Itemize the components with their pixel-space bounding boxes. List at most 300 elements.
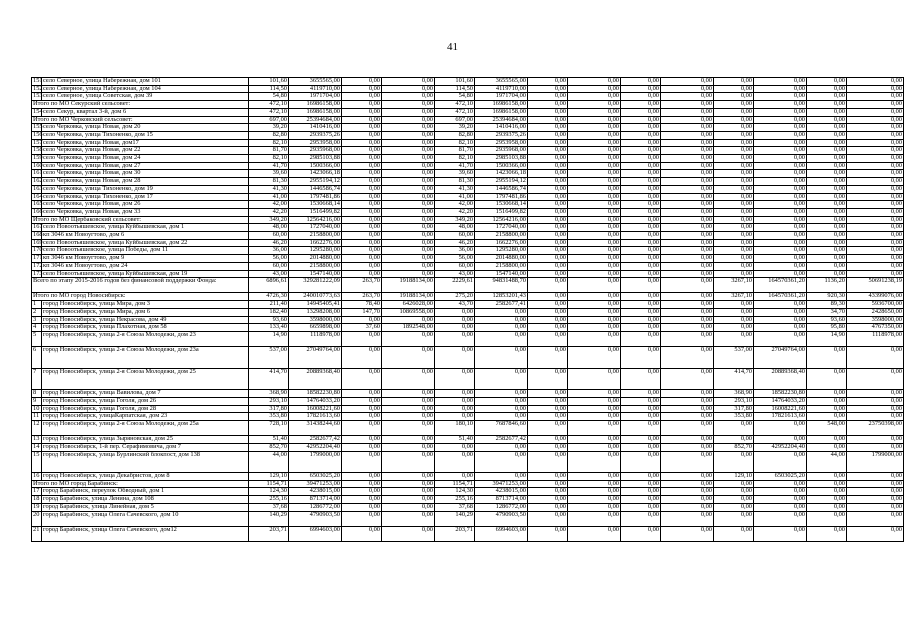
value-cell: 0,00 — [754, 185, 807, 193]
value-cell: 472,10 — [249, 108, 289, 116]
address-cell: село Новоотьяшевское, улица Победы, дом 11 — [42, 247, 249, 255]
value-cell: 0,00 — [754, 147, 807, 155]
value-cell: 8713714,00 — [475, 496, 528, 504]
row-number: 170 — [33, 246, 43, 254]
value-cell: 0,00 — [621, 185, 661, 193]
value-cell: 46,20 — [249, 239, 289, 247]
value-cell: 17821613,60 — [754, 413, 807, 421]
value-cell: 0,00 — [847, 224, 904, 232]
value-cell: 263,70 — [342, 293, 382, 301]
value-cell: 82,10 — [435, 155, 475, 163]
value-cell: 0,00 — [621, 443, 661, 451]
value-cell: 31438244,60 — [289, 420, 342, 435]
value-cell: 0,00 — [847, 201, 904, 209]
row-number: 17 — [32, 488, 42, 496]
row-number: 1 — [32, 301, 42, 309]
row-number: 16 — [32, 473, 42, 481]
value-cell: 0,00 — [475, 308, 528, 316]
value-cell: 25394684,00 — [289, 116, 342, 124]
value-cell: 0,00 — [661, 293, 714, 301]
value-cell: 1799000,00 — [847, 451, 904, 473]
value-cell: 0,00 — [754, 201, 807, 209]
value-cell: 0,00 — [807, 93, 847, 101]
value-cell: 0,00 — [342, 496, 382, 504]
value-cell: 0,00 — [754, 496, 807, 504]
row-number: 152 — [33, 84, 43, 92]
value-cell: 0,00 — [754, 85, 807, 93]
value-cell: 0,00 — [847, 78, 904, 86]
value-cell: 0,00 — [714, 324, 754, 332]
value-cell: 0,00 — [807, 131, 847, 139]
value-cell: 1530668,14 — [289, 201, 342, 209]
value-cell: 0,00 — [475, 390, 528, 398]
value-cell: 0,00 — [847, 93, 904, 101]
value-cell: 0,00 — [847, 108, 904, 116]
address-cell: город Барабинск, переулок Обводный, дом 1 — [42, 488, 249, 496]
value-cell: 0,00 — [342, 131, 382, 139]
value-cell: 0,00 — [528, 170, 568, 178]
row-number: 162 — [33, 177, 43, 185]
value-cell: 43399076,00 — [847, 293, 904, 301]
value-cell: 124,30 — [435, 488, 475, 496]
value-cell: 0,00 — [661, 224, 714, 232]
value-cell: 472,10 — [435, 101, 475, 109]
value-cell: 0,00 — [435, 308, 475, 316]
value-cell: 1530668,14 — [475, 201, 528, 209]
value-cell: 0,00 — [661, 116, 714, 124]
value-cell: 1286772,00 — [289, 503, 342, 511]
value-cell: 0,00 — [621, 420, 661, 435]
value-cell: 14764033,20 — [754, 397, 807, 405]
value-cell: 0,00 — [714, 155, 754, 163]
value-cell: 0,00 — [382, 216, 435, 224]
value-cell: 0,00 — [342, 270, 382, 278]
value-cell: 0,00 — [528, 308, 568, 316]
value-cell: 147,70 — [342, 308, 382, 316]
value-cell: 0,00 — [435, 397, 475, 405]
value-cell: 0,00 — [342, 316, 382, 324]
value-cell: 0,00 — [661, 308, 714, 316]
value-cell: 0,00 — [568, 368, 621, 390]
value-cell: 0,00 — [342, 185, 382, 193]
value-cell: 1662276,00 — [289, 239, 342, 247]
value-cell: 0,00 — [342, 503, 382, 511]
value-cell: 0,00 — [661, 216, 714, 224]
value-cell: 0,00 — [342, 208, 382, 216]
value-cell: 0,00 — [847, 262, 904, 270]
value-cell: 4238015,00 — [475, 488, 528, 496]
value-cell: 0,00 — [847, 397, 904, 405]
value-cell: 0,00 — [661, 178, 714, 186]
value-cell: 0,00 — [528, 216, 568, 224]
value-cell: 349,20 — [249, 216, 289, 224]
value-cell: 0,00 — [528, 331, 568, 346]
value-cell: 0,00 — [661, 247, 714, 255]
row-number: 8 — [32, 390, 42, 398]
value-cell: 0,00 — [568, 413, 621, 421]
value-cell: 293,10 — [249, 397, 289, 405]
value-cell: 0,00 — [807, 413, 847, 421]
value-cell: 0,00 — [661, 131, 714, 139]
table-row — [32, 443, 904, 451]
table-row — [32, 511, 904, 526]
subtotal-row — [32, 278, 904, 293]
table-row — [32, 397, 904, 405]
value-cell: 1797481,86 — [475, 193, 528, 201]
value-cell: 0,00 — [621, 436, 661, 444]
value-cell: 0,00 — [342, 397, 382, 405]
value-cell: 0,00 — [568, 301, 621, 309]
value-cell: 39,60 — [435, 170, 475, 178]
address-cell: город Новосибирск, улица Зыряновская, дом 25 — [42, 436, 249, 444]
value-cell: 0,00 — [435, 390, 475, 398]
row-number: 14 — [32, 443, 42, 451]
value-cell: 0,00 — [807, 405, 847, 413]
value-cell: 140,29 — [249, 511, 289, 526]
row-number: 2 — [32, 308, 42, 316]
row-number: 21 — [32, 526, 42, 541]
value-cell: 0,00 — [661, 108, 714, 116]
value-cell: 0,00 — [661, 368, 714, 390]
value-cell: 0,00 — [568, 293, 621, 301]
value-cell: 2428650,00 — [847, 308, 904, 316]
value-cell: 0,00 — [807, 390, 847, 398]
value-cell: 697,00 — [435, 116, 475, 124]
row-number: 10 — [32, 405, 42, 413]
housing-register-table — [31, 77, 904, 542]
value-cell: 3655565,00 — [475, 78, 528, 86]
value-cell: 0,00 — [342, 511, 382, 526]
value-cell: 1971704,00 — [289, 93, 342, 101]
value-cell: 0,00 — [621, 405, 661, 413]
row-number: 6 — [32, 347, 42, 369]
row-number: 4 — [32, 324, 42, 332]
value-cell: 0,00 — [754, 124, 807, 132]
value-cell: 46,20 — [435, 239, 475, 247]
value-cell: 81,70 — [249, 147, 289, 155]
value-cell: 42952204,40 — [754, 443, 807, 451]
value-cell: 0,00 — [754, 139, 807, 147]
value-cell: 0,00 — [528, 436, 568, 444]
value-cell: 0,00 — [528, 270, 568, 278]
address-cell: город Новосибирск, улица Вавилова, дом 7 — [42, 390, 249, 398]
value-cell: 0,00 — [342, 108, 382, 116]
value-cell: 0,00 — [382, 451, 435, 473]
value-cell: 0,00 — [621, 390, 661, 398]
value-cell: 0,00 — [621, 511, 661, 526]
value-cell: 0,00 — [847, 131, 904, 139]
value-cell: 0,00 — [568, 155, 621, 163]
value-cell: 0,00 — [621, 93, 661, 101]
value-cell: 0,00 — [661, 324, 714, 332]
value-cell: 0,00 — [568, 473, 621, 481]
row-number: 154 — [33, 107, 43, 115]
value-cell: 0,00 — [528, 480, 568, 488]
address-cell: село Черковка, улица Новая, дом 24 — [42, 155, 249, 163]
address-cell: город Новосибирск, улица Гоголя, дом 28 — [42, 405, 249, 413]
row-number: 168 — [33, 231, 43, 239]
value-cell: 1286772,00 — [475, 503, 528, 511]
value-cell: 78,40 — [342, 301, 382, 309]
value-cell: 0,00 — [342, 405, 382, 413]
subtotal-label: Всего по этапу 2015-2016 годов без финансовой поддержки Фонда: — [32, 278, 249, 293]
value-cell: 329281222,09 — [289, 278, 342, 293]
value-cell: 0,00 — [847, 139, 904, 147]
value-cell: 0,00 — [847, 147, 904, 155]
value-cell: 0,00 — [847, 503, 904, 511]
value-cell: 0,00 — [382, 488, 435, 496]
value-cell: 0,00 — [714, 193, 754, 201]
value-cell: 0,00 — [621, 108, 661, 116]
value-cell: 0,00 — [807, 155, 847, 163]
value-cell: 203,71 — [249, 526, 289, 541]
value-cell: 0,00 — [847, 255, 904, 263]
value-cell: 0,00 — [661, 503, 714, 511]
value-cell: 0,00 — [714, 308, 754, 316]
value-cell: 0,00 — [714, 488, 754, 496]
value-cell: 14,90 — [807, 331, 847, 346]
row-number: 158 — [33, 146, 43, 154]
value-cell: 2582677,41 — [475, 301, 528, 309]
value-cell: 0,00 — [528, 397, 568, 405]
value-cell: 0,00 — [661, 232, 714, 240]
value-cell: 2939375,26 — [475, 131, 528, 139]
value-cell: 414,70 — [249, 368, 289, 390]
table-row — [32, 208, 904, 216]
value-cell: 0,00 — [714, 232, 754, 240]
value-cell: 0,00 — [621, 232, 661, 240]
row-number: 153 — [33, 92, 43, 100]
value-cell: 5936700,00 — [847, 301, 904, 309]
value-cell: 114,50 — [435, 85, 475, 93]
value-cell: 2014880,00 — [475, 255, 528, 263]
value-cell: 0,00 — [382, 78, 435, 86]
value-cell: 0,00 — [568, 443, 621, 451]
value-cell: 0,00 — [807, 270, 847, 278]
value-cell: 0,00 — [382, 224, 435, 232]
value-cell: 0,00 — [568, 93, 621, 101]
value-cell: 317,80 — [249, 405, 289, 413]
value-cell: 12564216,00 — [475, 216, 528, 224]
value-cell: 0,00 — [847, 368, 904, 390]
value-cell: 82,10 — [249, 139, 289, 147]
address-cell: село Черковка, улица Тихоненко, дом 17 — [42, 193, 249, 201]
value-cell: 0,00 — [435, 405, 475, 413]
value-cell: 0,00 — [621, 139, 661, 147]
value-cell: 0,00 — [661, 390, 714, 398]
value-cell: 0,00 — [807, 208, 847, 216]
value-cell: 0,00 — [847, 239, 904, 247]
value-cell: 0,00 — [568, 526, 621, 541]
value-cell: 0,00 — [714, 526, 754, 541]
value-cell: 0,00 — [754, 93, 807, 101]
value-cell: 0,00 — [847, 216, 904, 224]
table-row — [32, 368, 904, 390]
value-cell: 0,00 — [382, 162, 435, 170]
value-cell: 20889368,40 — [289, 368, 342, 390]
value-cell: 0,00 — [847, 162, 904, 170]
address-cell: кп 3046 км Новоугтово, дом 24 — [42, 262, 249, 270]
value-cell: 0,00 — [847, 178, 904, 186]
value-cell: 0,00 — [754, 255, 807, 263]
value-cell: 0,00 — [528, 511, 568, 526]
value-cell: 0,00 — [382, 511, 435, 526]
value-cell: 0,00 — [807, 108, 847, 116]
value-cell: 414,70 — [714, 368, 754, 390]
value-cell: 4726,30 — [249, 293, 289, 301]
value-cell: 0,00 — [528, 390, 568, 398]
value-cell: 1446586,74 — [289, 185, 342, 193]
value-cell: 0,00 — [661, 480, 714, 488]
value-cell: 1410416,00 — [475, 124, 528, 132]
value-cell: 0,00 — [661, 443, 714, 451]
value-cell: 0,00 — [621, 147, 661, 155]
value-cell: 0,00 — [568, 216, 621, 224]
value-cell: 1136,20 — [807, 278, 847, 293]
value-cell: 0,00 — [807, 262, 847, 270]
value-cell: 0,00 — [807, 255, 847, 263]
value-cell: 0,00 — [754, 208, 807, 216]
value-cell: 82,10 — [435, 139, 475, 147]
value-cell: 4790903,50 — [475, 511, 528, 526]
value-cell: 2953958,00 — [475, 139, 528, 147]
value-cell: 0,00 — [382, 347, 435, 369]
value-cell: 0,00 — [528, 278, 568, 293]
value-cell: 255,16 — [249, 496, 289, 504]
value-cell: 0,00 — [754, 101, 807, 109]
value-cell: 0,00 — [807, 124, 847, 132]
value-cell: 0,00 — [382, 85, 435, 93]
table-row — [32, 451, 904, 473]
value-cell: 317,80 — [714, 405, 754, 413]
table-row — [32, 503, 904, 511]
value-cell: 1971704,00 — [475, 93, 528, 101]
value-cell: 0,00 — [528, 262, 568, 270]
address-cell: село Новоотьяшевское, улица Куйбышевская, дом 1 — [42, 224, 249, 232]
value-cell: 0,00 — [754, 224, 807, 232]
value-cell: 0,00 — [382, 93, 435, 101]
value-cell: 4119710,00 — [475, 85, 528, 93]
value-cell: 0,00 — [435, 331, 475, 346]
address-cell: село Черковка, улица Тихоненко, дом 15 — [42, 131, 249, 139]
value-cell: 0,00 — [621, 397, 661, 405]
value-cell: 89,30 — [807, 301, 847, 309]
value-cell: 920,30 — [807, 293, 847, 301]
value-cell: 0,00 — [661, 496, 714, 504]
value-cell: 0,00 — [382, 147, 435, 155]
value-cell: 0,00 — [807, 239, 847, 247]
address-cell: село Новоотьяшевское, улица Куйбышевская, дом 19 — [42, 270, 249, 278]
value-cell: 0,00 — [382, 390, 435, 398]
value-cell: 0,00 — [807, 488, 847, 496]
value-cell: 0,00 — [714, 147, 754, 155]
value-cell: 0,00 — [382, 316, 435, 324]
value-cell: 0,00 — [568, 255, 621, 263]
value-cell: 0,00 — [807, 443, 847, 451]
value-cell: 0,00 — [342, 255, 382, 263]
value-cell: 0,00 — [528, 496, 568, 504]
value-cell: 0,00 — [382, 503, 435, 511]
row-number: 20 — [32, 511, 42, 526]
value-cell: 0,00 — [754, 247, 807, 255]
value-cell: 2935968,00 — [475, 147, 528, 155]
value-cell: 0,00 — [847, 405, 904, 413]
value-cell: 17821613,60 — [289, 413, 342, 421]
value-cell: 368,90 — [249, 390, 289, 398]
value-cell: 6896,61 — [249, 278, 289, 293]
subtotal-label: Итого по МО город Новосибирск: — [32, 293, 249, 301]
value-cell: 13298208,00 — [289, 308, 342, 316]
address-cell: село Черковка, улица Новая, дом 26 — [42, 201, 249, 209]
value-cell: 16008221,60 — [289, 405, 342, 413]
value-cell: 14945405,41 — [289, 301, 342, 309]
value-cell: 0,00 — [807, 480, 847, 488]
table-row — [32, 526, 904, 541]
value-cell: 0,00 — [754, 193, 807, 201]
value-cell: 0,00 — [847, 247, 904, 255]
value-cell: 164570361,20 — [754, 293, 807, 301]
value-cell: 41,00 — [435, 193, 475, 201]
value-cell: 0,00 — [382, 193, 435, 201]
value-cell: 0,00 — [568, 331, 621, 346]
value-cell: 0,00 — [847, 170, 904, 178]
value-cell: 0,00 — [847, 436, 904, 444]
value-cell: 0,00 — [754, 78, 807, 86]
value-cell: 1410416,00 — [289, 124, 342, 132]
value-cell: 0,00 — [661, 526, 714, 541]
value-cell: 39471253,00 — [289, 480, 342, 488]
address-cell: село Черковка, улица Новая, дом 22 — [42, 147, 249, 155]
value-cell: 0,00 — [621, 131, 661, 139]
value-cell: 1892548,00 — [382, 324, 435, 332]
value-cell: 2158800,00 — [289, 232, 342, 240]
value-cell: 0,00 — [342, 147, 382, 155]
address-cell: город Новосибирск, улица Мира, дом 6 — [42, 308, 249, 316]
value-cell: 182,40 — [249, 308, 289, 316]
page-number: 41 — [447, 41, 458, 53]
value-cell: 39471253,00 — [475, 480, 528, 488]
value-cell: 0,00 — [528, 451, 568, 473]
value-cell: 0,00 — [807, 473, 847, 481]
value-cell: 0,00 — [382, 331, 435, 346]
row-number: 3 — [32, 316, 42, 324]
value-cell: 1727040,00 — [289, 224, 342, 232]
address-cell: село Секур, квартал 3-й, дом 6 — [42, 108, 249, 116]
value-cell: 0,00 — [528, 488, 568, 496]
row-number: 11 — [32, 413, 42, 421]
value-cell: 20889368,40 — [754, 368, 807, 390]
value-cell: 0,00 — [382, 368, 435, 390]
address-cell: город Барабинск, улица Линейная, дом 5 — [42, 503, 249, 511]
subtotal-label: Итого по МО Щербаковский сельсовет: — [32, 216, 249, 224]
value-cell: 0,00 — [528, 147, 568, 155]
value-cell: 0,00 — [714, 162, 754, 170]
value-cell: 0,00 — [342, 480, 382, 488]
address-cell: город Новосибирск, улица Плахотная, дом 58 — [42, 324, 249, 332]
row-number: 160 — [33, 161, 43, 169]
value-cell: 0,00 — [342, 473, 382, 481]
value-cell: 42,00 — [249, 201, 289, 209]
value-cell: 0,00 — [382, 270, 435, 278]
value-cell: 0,00 — [661, 239, 714, 247]
value-cell: 0,00 — [754, 526, 807, 541]
value-cell: 0,00 — [382, 101, 435, 109]
value-cell: 0,00 — [807, 85, 847, 93]
value-cell: 0,00 — [807, 162, 847, 170]
value-cell: 0,00 — [714, 239, 754, 247]
row-number: 5 — [32, 331, 42, 346]
value-cell: 0,00 — [847, 270, 904, 278]
